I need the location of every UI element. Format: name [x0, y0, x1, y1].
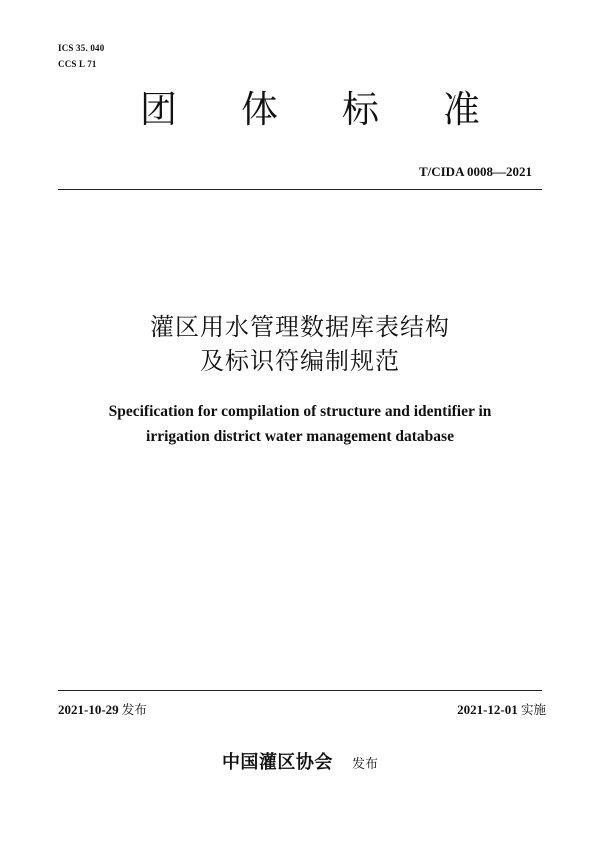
issue-date-block: [58, 700, 147, 718]
ccs-code: CCS L 71: [58, 59, 97, 69]
standard-number: T/CIDA 0008—2021: [418, 164, 532, 179]
document-type-heading: [140, 84, 480, 136]
english-title-line-2: irrigation district water management database: [146, 428, 454, 445]
bottom-divider: [58, 690, 542, 691]
implementation-label: 实施: [520, 702, 546, 717]
chinese-title-line-1: 灌区用水管理数据库表结构: [150, 313, 450, 341]
document-type-char: 标: [342, 88, 379, 131]
ics-code: ICS 35. 040: [58, 43, 105, 53]
issue-label: 发布: [121, 702, 147, 717]
top-divider: [58, 189, 542, 190]
document-type-char: 准: [443, 88, 480, 131]
chinese-title-line-2: 及标识符编制规范: [200, 347, 400, 375]
publisher-line: [0, 748, 600, 774]
document-type-char: 团: [140, 88, 177, 131]
publisher-name: 中国灌区协会: [221, 752, 333, 773]
publisher-action: 发布: [352, 757, 379, 772]
classification-codes: [58, 40, 104, 72]
english-title-line-1: Specification for compilation of structure and identifier in: [108, 403, 492, 420]
document-type-char: 体: [241, 88, 278, 131]
issue-date: 2021-10-29: [58, 702, 119, 717]
implementation-date: 2021-12-01: [457, 702, 518, 717]
implementation-date-block: [457, 700, 546, 718]
